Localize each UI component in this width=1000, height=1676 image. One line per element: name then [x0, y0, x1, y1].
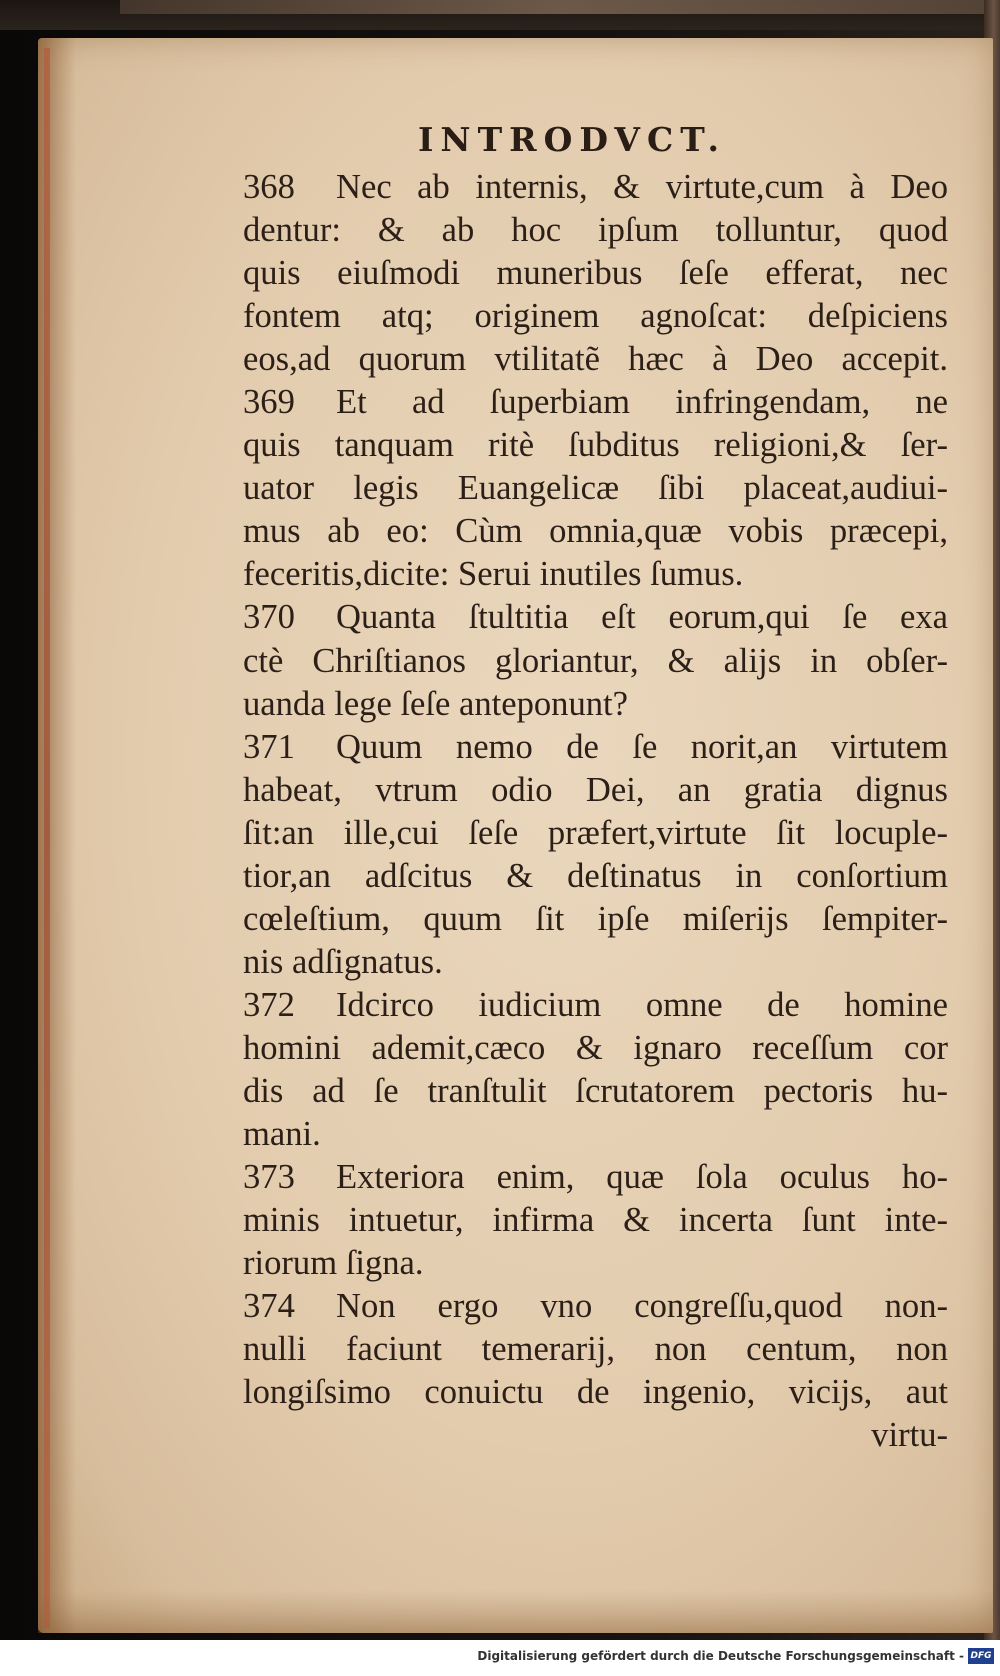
line-text: Et ad ſuperbiam infringendam, ne — [336, 383, 948, 422]
text-line — [243, 812, 948, 855]
line-text: Quanta ſtultitia eſt eorum,qui ſe exa — [336, 598, 948, 637]
text-line — [243, 898, 948, 941]
text-line — [243, 1242, 948, 1285]
aphorism-number: 369 — [243, 383, 295, 422]
text-line — [243, 295, 948, 338]
page-red-edge — [44, 48, 50, 1628]
text-line — [243, 1156, 948, 1199]
text-line — [243, 941, 948, 984]
dfg-logo-icon: DFG — [968, 1648, 994, 1664]
line-text: riorum ſigna. — [243, 1244, 424, 1283]
line-text: feceritis,dicite: Serui inutiles ſumus. — [243, 555, 744, 594]
line-text: uanda lege ſeſe anteponunt? — [243, 684, 628, 723]
aphorism-number: 371 — [243, 727, 295, 766]
aphorism-number: 374 — [243, 1287, 295, 1326]
text-line — [243, 1328, 948, 1371]
line-text: nis adſignatus. — [243, 942, 443, 981]
line-text: ctè Chriſtianos gloriantur, & alijs in obſer- — [243, 641, 948, 680]
text-line — [243, 338, 948, 381]
line-text: ſit:an ille,cui ſeſe præfert,virtute ſit locuple- — [243, 813, 948, 852]
line-text: virtu- — [871, 1416, 948, 1455]
line-text: dentur: & ab hoc ipſum tolluntur, quod — [243, 211, 948, 250]
text-line — [243, 1285, 948, 1328]
line-text: Exteriora enim, quæ ſola oculus ho- — [336, 1158, 948, 1197]
line-text: tior,an adſcitus & deſtinatus in conſortium — [243, 856, 948, 895]
footer-bar — [0, 1640, 1000, 1676]
line-text: longiſsimo conuictu de ingenio, vicijs, aut — [243, 1373, 948, 1412]
footer-credit: Digitalisierung gefördert durch die Deutsche Forschungsgemeinschaft - — [477, 1649, 964, 1663]
line-text: cœleſtium, quum ſit ipſe miſerijs ſempiter- — [243, 899, 948, 938]
text-line — [243, 381, 948, 424]
page-bottom-shadow — [38, 1590, 993, 1633]
line-text: fontem atq; originem agnoſcat: deſpiciens — [243, 297, 948, 336]
line-text: mani. — [243, 1115, 321, 1154]
text-line — [243, 1371, 948, 1414]
line-text: minis intuetur, infirma & incerta ſunt inte- — [243, 1201, 948, 1240]
line-text: Nec ab internis, & virtute,cum à Deo — [336, 168, 948, 206]
line-text: Idcirco iudicium omne de homine — [336, 985, 948, 1024]
line-text: Non ergo vno congreſſu,quod non- — [336, 1287, 948, 1326]
text-line — [243, 1070, 948, 1113]
body-text — [243, 166, 948, 1457]
text-line — [243, 640, 948, 683]
text-line — [243, 855, 948, 898]
text-line — [243, 769, 948, 812]
text-line — [243, 467, 948, 510]
text-line — [243, 596, 948, 639]
text-line — [243, 424, 948, 467]
text-line — [243, 209, 948, 252]
book-top-edge — [120, 0, 1000, 14]
running-head: INTRODVCT. — [418, 120, 727, 159]
text-line — [243, 1113, 948, 1156]
text-line — [243, 726, 948, 769]
line-text: eos,ad quorum vtilitatẽ hæc à Deo accepit. — [243, 340, 948, 379]
line-text: quis tanquam ritè ſubditus religioni,& ſer- — [243, 426, 948, 465]
text-line — [243, 1027, 948, 1070]
line-text: nulli faciunt temerarij, non centum, non — [243, 1330, 948, 1369]
text-line — [243, 984, 948, 1027]
text-line — [243, 553, 948, 596]
text-line — [243, 166, 948, 209]
text-line — [243, 1199, 948, 1242]
text-line — [243, 1414, 948, 1457]
line-text: homini ademit,cæco & ignaro receſſum cor — [243, 1028, 948, 1067]
aphorism-number: 370 — [243, 598, 295, 637]
text-line — [243, 510, 948, 553]
line-text: mus ab eo: Cùm omnia,quæ vobis præcepi, — [243, 512, 948, 551]
line-text: habeat, vtrum odio Dei, an gratia dignus — [243, 770, 948, 809]
aphorism-number: 373 — [243, 1158, 295, 1197]
line-text: quis eiuſmodi muneribus ſeſe efferat, nec — [243, 254, 948, 293]
line-text: dis ad ſe tranſtulit ſcrutatorem pectoris hu- — [243, 1071, 948, 1110]
line-text: uator legis Euangelicæ ſibi placeat,audiui- — [243, 469, 948, 508]
line-text: Quum nemo de ſe norit,an virtutem — [336, 727, 948, 766]
text-line — [243, 252, 948, 295]
aphorism-number: 368 — [243, 168, 295, 206]
text-line — [243, 683, 948, 726]
aphorism-number: 372 — [243, 985, 295, 1024]
